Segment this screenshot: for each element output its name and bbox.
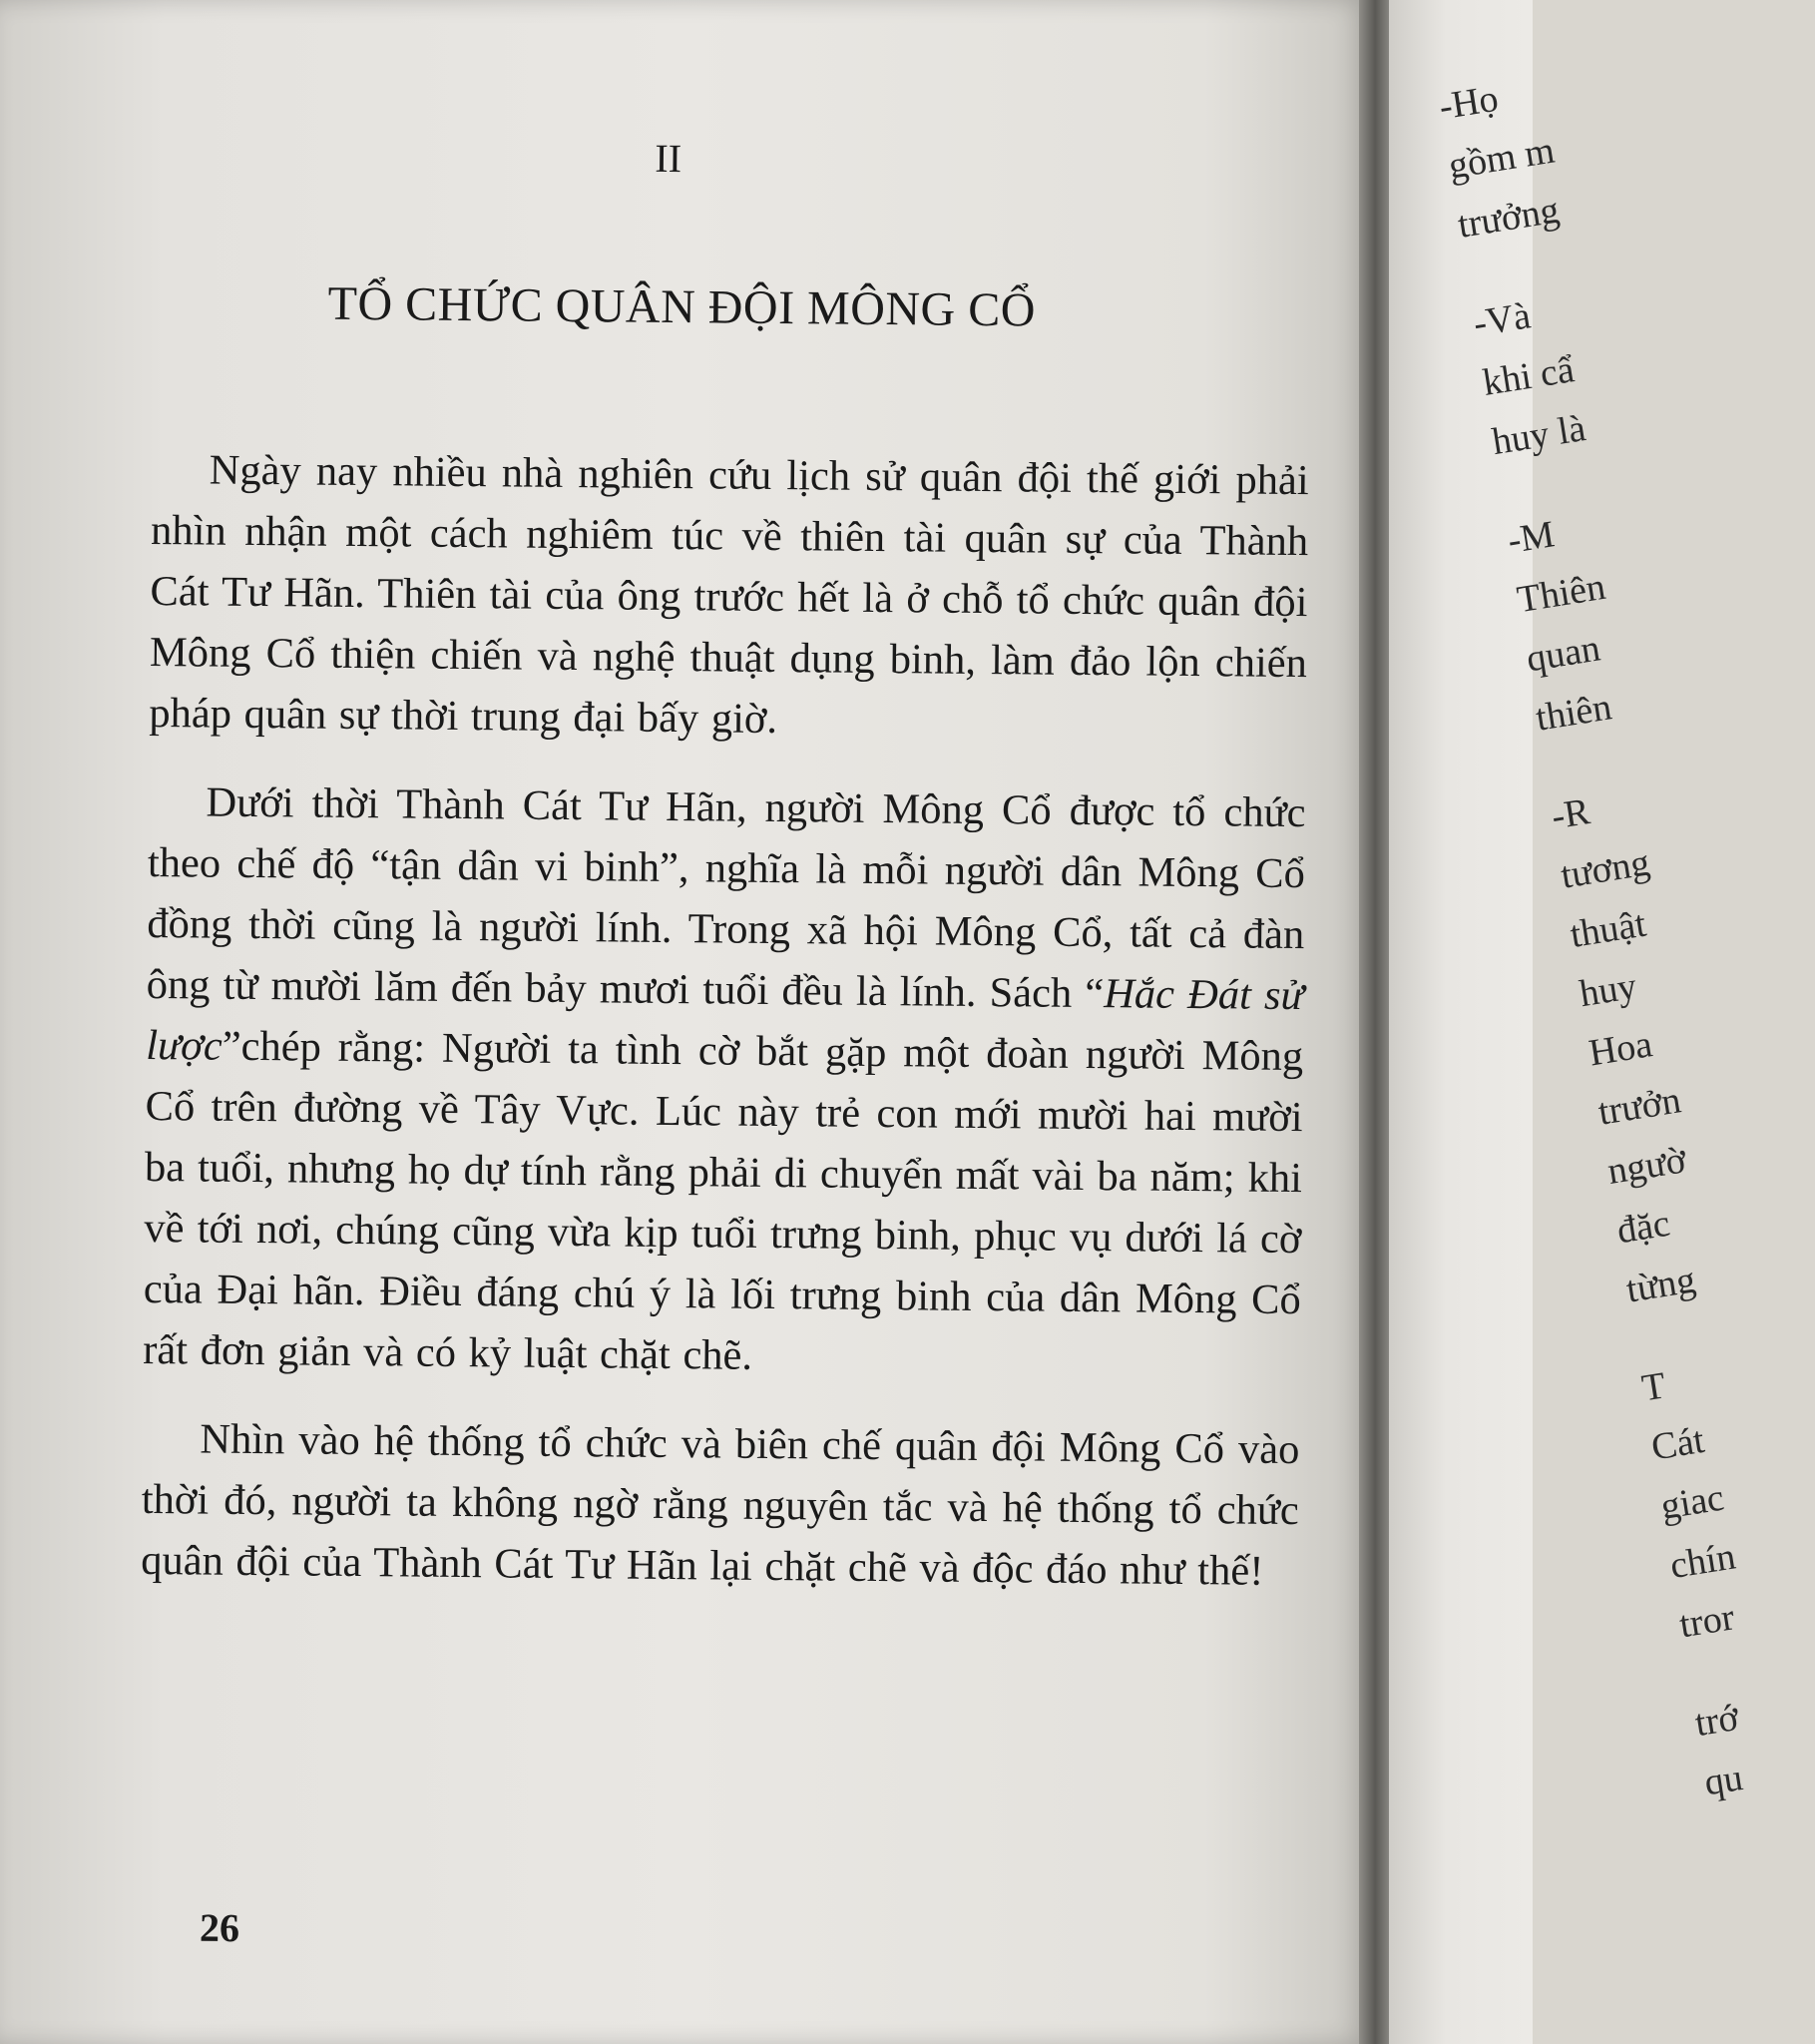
paragraph-1: Ngày nay nhiều nhà nghiên cứu lịch sử quân đội thế giới phải nhìn nhận một cách nghiêm túc về thiên tài quân sự của Thành Cát Tư Hãn. Thiên tài của ông trước hết là ở chỗ tổ chức quân đội Mông Cổ thiện chiến và nghệ thuật dụng binh, làm đảo lộn chiến pháp quân sự thời trung đại bấy giờ. — [149, 446, 1309, 744]
right-page-fragment: Hoa — [1586, 1023, 1655, 1075]
right-page-fragment: tror — [1676, 1596, 1738, 1647]
page-number: 26 — [199, 1904, 240, 1951]
paragraph-3: Nhìn vào hệ thống tổ chức và biên chế quân đội Mông Cổ vào thời đó, người ta không ngờ rằng nguyên tắc và hệ thống tổ chức quân đội của Thành Cát Tư Hãn lại chặt chẽ và độc đáo như thế! — [141, 1415, 1300, 1595]
right-page-fragment: giac — [1657, 1476, 1727, 1528]
right-page-fragment: T — [1638, 1364, 1669, 1410]
right-page-fragment: khi cẩ — [1480, 348, 1578, 404]
right-page-fragment: huy — [1577, 964, 1640, 1016]
right-page-fragment: qu — [1701, 1757, 1746, 1804]
right-page-fragment: quan — [1524, 627, 1603, 681]
right-page-fragment: -R — [1549, 790, 1593, 838]
paragraph-2-part-1: Dưới thời Thành Cát Tư Hãn, người Mông Cổ được tổ chức theo chế độ “tận dân vi binh”, nghĩa là mỗi người dân Mông Cổ đồng thời cũng là người lính. Trong xã hội Mông Cổ, tất cả đàn ông từ mười lăm đến bảy mươi tuổi đều là lính. Sách “ — [146, 778, 1306, 1018]
right-page-fragment: thuật — [1567, 902, 1649, 957]
right-page-fragment: chín — [1666, 1535, 1739, 1588]
right-page-fragment: tương — [1558, 841, 1653, 897]
chapter-title: TỔ CHỨC QUÂN ĐỘI MÔNG CỔ — [327, 276, 1037, 337]
right-page-fragment: -M — [1505, 513, 1558, 562]
right-page-fragment: thiên — [1533, 686, 1615, 740]
right-page-fragment: trớ — [1691, 1696, 1742, 1746]
right-page-fragment: gồm m — [1445, 129, 1558, 188]
right-page-fragment: trưởng — [1455, 189, 1563, 247]
book-title-italic: Hắc Đát sử lược — [145, 970, 1304, 1070]
right-page-fragment: trưởn — [1594, 1079, 1684, 1134]
right-page-fragment: ngườ — [1604, 1139, 1689, 1194]
paragraph-2 — [143, 771, 1306, 1391]
right-page-fragment: -Và — [1470, 294, 1534, 345]
paragraph-2-part-2: ”chép rằng: Người ta tình cờ bắt gặp một đoàn người Mông Cổ trên đường về Tây Vực. Lúc này trẻ con mới mười hai mười ba tuổi, nhưng họ dự tính rằng phải di chuyển mất vài ba năm; khi về tới nơi, chúng cũng vừa kịp tuổi trưng binh, phục vụ dưới lá cờ của Đại hãn. Điều đáng chú ý là lối trưng binh của dân Mông Cổ rất đơn giản và có kỷ luật chặt chẽ. — [143, 1022, 1304, 1379]
right-page-fragment: -Họ — [1436, 77, 1502, 129]
right-page-fragment: Cát — [1648, 1418, 1707, 1469]
right-page-fragment: huy là — [1489, 407, 1588, 464]
right-page-fragment: đặc — [1613, 1202, 1673, 1253]
right-page-fragment: từng — [1623, 1259, 1699, 1311]
page-content — [141, 130, 1312, 1630]
chapter-number: II — [655, 135, 682, 182]
right-page-fragment: Thiên — [1514, 565, 1608, 622]
